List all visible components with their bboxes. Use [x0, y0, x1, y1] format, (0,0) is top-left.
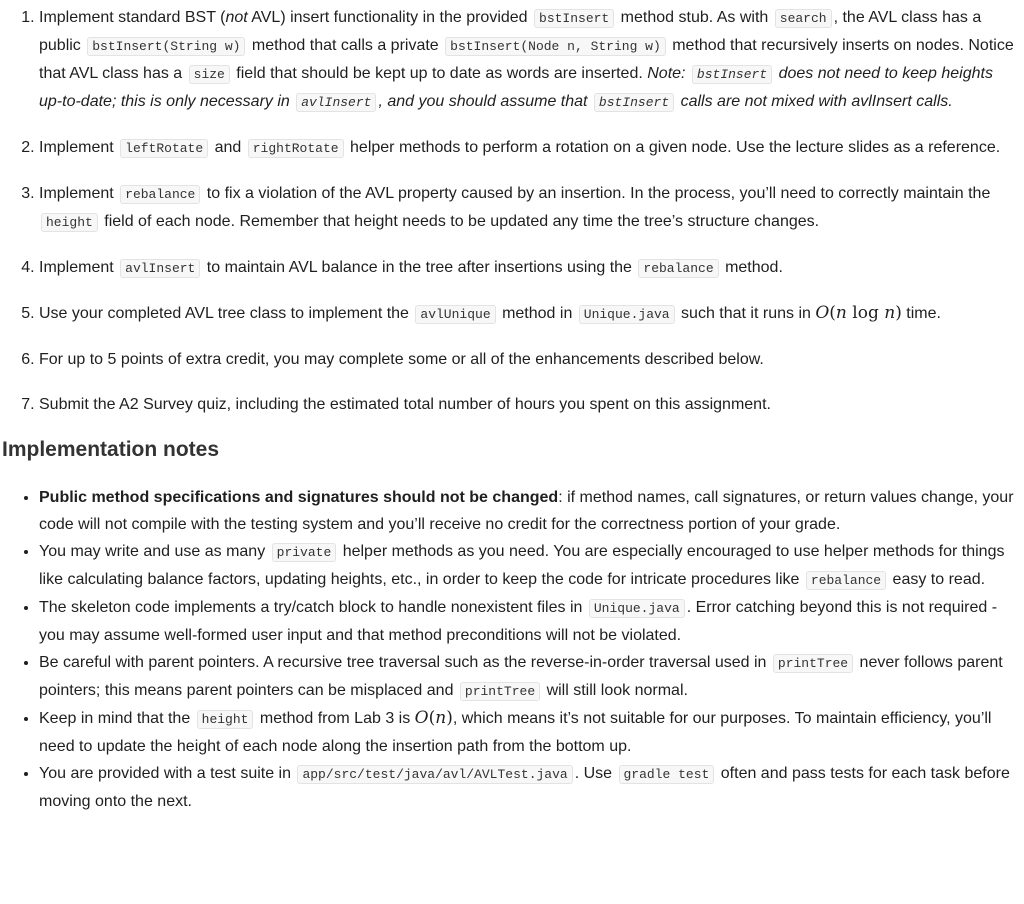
inline-code: bstInsert — [594, 93, 674, 112]
task-item: 4. Implement avlInsert to maintain AVL balance in the tree after insertions using the rebalance method. — [39, 254, 1020, 282]
inline-code: app/src/test/java/avl/AVLTest.java — [297, 765, 572, 784]
inline-code: printTree — [773, 654, 853, 673]
inline-code: Unique.java — [579, 305, 675, 324]
math-complexity: O(n log n) — [815, 303, 902, 323]
inline-code: rebalance — [806, 571, 886, 590]
inline-code: bstInsert — [534, 9, 614, 28]
inline-code: bstInsert(String w) — [87, 37, 245, 56]
task-item: 1. Implement standard BST (not AVL) insert functionality in the provided bstInsert method stub. As with search , the AVL class has a public bstInsert(String w) method that calls a private bstInsert(Node n, String w) method that recursively inserts on nodes. Notice that AVL class has a size field that should be kept up to date as words are inserted. Note: bstInsert does not need to keep heights up-to-date; this is only necessary in avlInsert , and you should assume that bstInsert calls are not mixed with avlInsert calls. — [39, 4, 1020, 116]
inline-code: avlInsert — [120, 259, 200, 278]
inline-code: avlUnique — [415, 305, 495, 324]
inline-code: height — [41, 213, 98, 232]
note-item: • The skeleton code implements a try/catch block to handle nonexistent files in Unique.java . Error catching beyond this is not required - you may assume well-formed user input and that method preconditions will not be violated. — [39, 594, 1020, 649]
note-item: • Keep in mind that the height method from Lab 3 is O(n), which means it’s not suitable for our purposes. To maintain efficiency, you’ll need to update the height of each node along the insertion path from the bottom up. — [39, 705, 1020, 760]
task-list — [2, 4, 1020, 418]
inline-code: Unique.java — [589, 599, 685, 618]
task-item: 6. For up to 5 points of extra credit, you may complete some or all of the enhancements described below. — [39, 346, 1020, 373]
inline-code: bstInsert — [692, 65, 772, 84]
inline-code: height — [197, 710, 254, 729]
inline-code: private — [272, 543, 337, 562]
inline-code: rightRotate — [248, 139, 344, 158]
task-item: 2. Implement leftRotate and rightRotate helper methods to perform a rotation on a given node. Use the lecture slides as a reference. — [39, 134, 1020, 162]
inline-code: rebalance — [120, 185, 200, 204]
inline-code: search — [775, 9, 832, 28]
section-heading: Implementation notes — [2, 438, 220, 461]
note-text: Note: bstInsert does not need to keep heights up-to-date; this is only necessary in avlInsert , and you should assume that bstInsert calls are not mixed with avlInsert calls. — [39, 65, 993, 110]
note-item: • Public method specifications and signatures should not be changed: if method names, call signatures, or return values change, your code will not compile with the testing system and you’ll receive no credit for the correctness portion of your grade. — [39, 484, 1020, 538]
task-item: 7. Submit the A2 Survey quiz, including the estimated total number of hours you spent on this assignment. — [39, 391, 1020, 418]
inline-code: size — [189, 65, 230, 84]
task-item: 5. Use your completed AVL tree class to implement the avlUnique method in Unique.java such that it runs in O(n log n) time. — [39, 300, 1020, 328]
note-item: • You may write and use as many private helper methods as you need. You are especially encouraged to use helper methods for things like calculating balance factors, updating heights, etc., in order to keep the code for intricate procedures like rebalance easy to read. — [39, 538, 1020, 594]
math-complexity: O(n) — [414, 708, 453, 728]
inline-code: printTree — [460, 682, 540, 701]
notes-list — [2, 484, 1020, 815]
task-item: 3. Implement rebalance to fix a violation of the AVL property caused by an insertion. In the process, you’ll need to correctly maintain the height field of each node. Remember that height needs to be updated any time the tree’s structure changes. — [39, 180, 1020, 236]
inline-code: avlInsert — [296, 93, 376, 112]
note-item: • You are provided with a test suite in app/src/test/java/avl/AVLTest.java . Use gradle test often and pass tests for each task before moving onto the next. — [39, 760, 1020, 815]
note-item: • Be careful with parent pointers. A recursive tree traversal such as the reverse-in-order traversal used in printTree never follows parent pointers; this means parent pointers can be misplaced and printTree will still look normal. — [39, 649, 1020, 705]
inline-code: leftRotate — [120, 139, 208, 158]
inline-code: gradle test — [619, 765, 715, 784]
inline-code: bstInsert(Node n, String w) — [445, 37, 666, 56]
inline-code: rebalance — [638, 259, 718, 278]
